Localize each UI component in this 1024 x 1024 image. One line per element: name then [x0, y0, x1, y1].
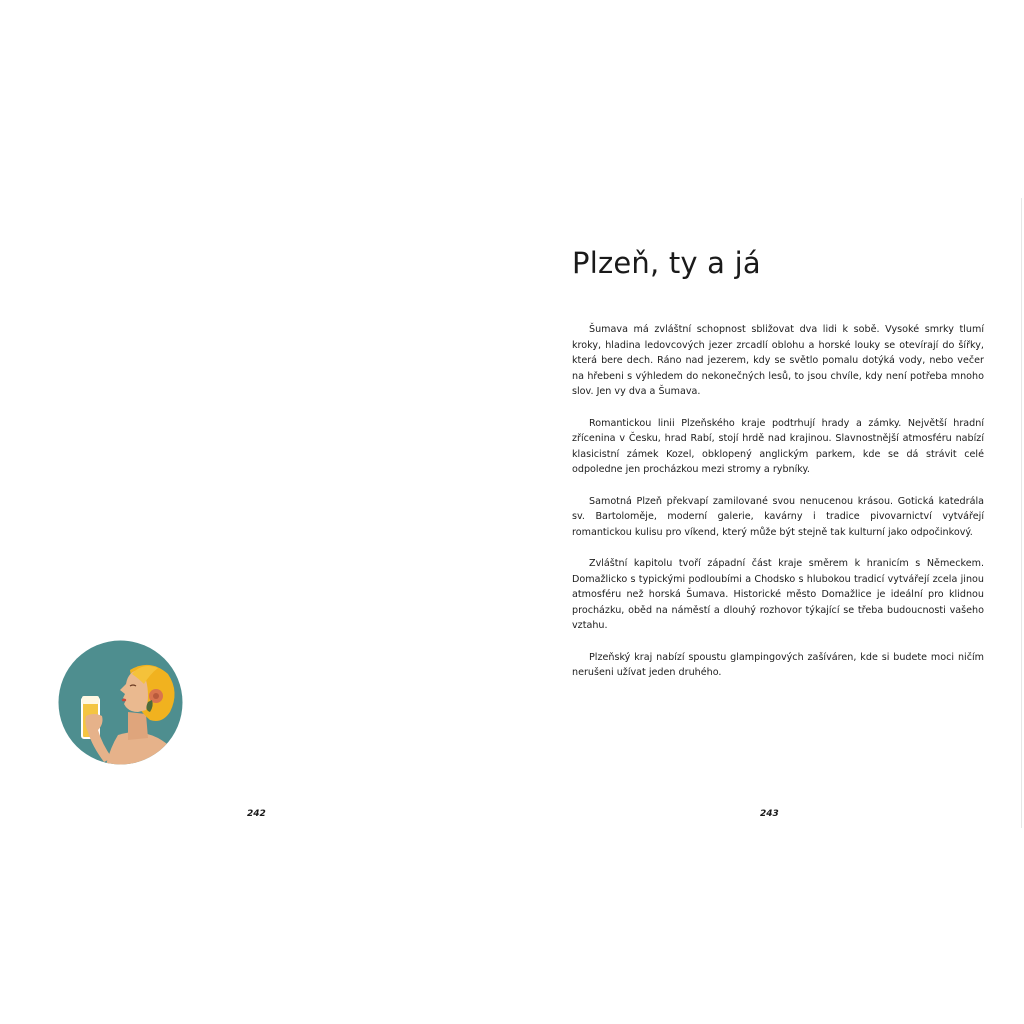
page-edge [1021, 198, 1022, 828]
neck-shape [128, 712, 148, 740]
lips-shape [122, 699, 126, 702]
page-number-left: 242 [247, 809, 266, 819]
paragraph: Plzeňský kraj nabízí spoustu glampingových zašíváren, kde si budete moci ničím nerušeni užívat jeden druhého. [572, 651, 984, 678]
woman-with-beer-illustration [58, 640, 183, 765]
body-text [572, 322, 984, 697]
paragraph: Samotná Plzeň překvapí zamilované svou nenucenou krásou. Gotická katedrála sv. Bartoloměje, moderní galerie, kavárny i tradice pivovarnictví vytvářejí romantickou kulisu pro víkend, který může být stejně tak kulturní jako odpočinkový. [572, 495, 984, 538]
paragraph: Zvláštní kapitolu tvoří západní část kraje směrem k hranicím s Německem. Domažlicko s typickými podloubími a Chodsko s hlubokou tradicí vytvářejí zcela jinou atmosféru než horská Šumava. Historické město Domažlice je ideální pro klidnou procházku, oběd na náměstí a dlouhý rozhovor týkající se třeba budoucnosti vašeho vztahu. [572, 558, 984, 631]
chapter-title: Plzeň, ty a já [572, 246, 761, 280]
paragraph: Romantickou linii Plzeňského kraje podtrhují hrady a zámky. Největší hradní zřícenina v Česku, hrad Rabí, stojí hrdě nad krajinou. Slavnostnější atmosféru nabízí klasicistní zámek Kozel, obklopený anglickým parkem, kde se dá strávit celé odpoledne jen procházkou mezi stromy a rybníky. [572, 417, 984, 475]
beer-foam [82, 696, 99, 704]
paragraph: Šumava má zvláštní schopnost sbližovat dva lidi k sobě. Vysoké smrky tlumí kroky, hladina ledovcových jezer zrcadlí oblohu a horské louky se otevírají do šířky, která bere dech. Ráno nad jezerem, kdy se světlo pomalu dotýká vody, nebo večer na hřebeni s výhledem do nekonečných lesů, to jsou chvíle, kdy není potřeba mnoho slov. Jen vy dva a Šumava. [572, 324, 984, 397]
page-number-right: 243 [760, 809, 779, 819]
